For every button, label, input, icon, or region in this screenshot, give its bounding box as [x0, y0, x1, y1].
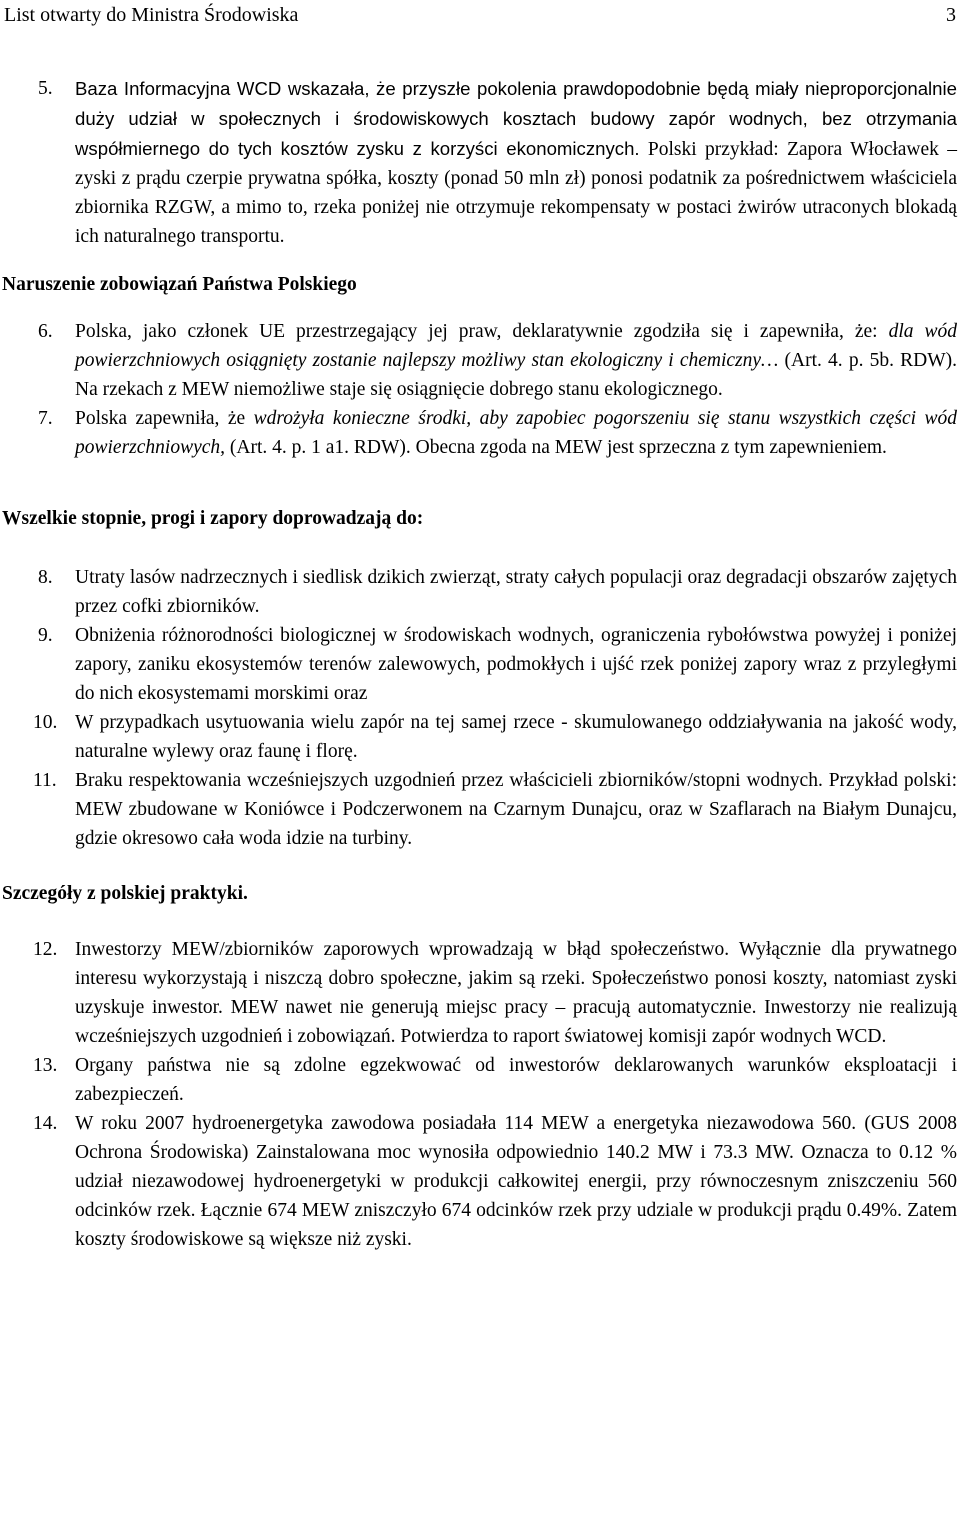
item-text: Braku respektowania wcześniejszych uzgodnień przez właścicieli zbiorników/stopni wodnych. Przykład polski: MEW zbudowane w Koniówce i Podczerwonem na Czarnym Dunajcu, oraz w Szaflarach na Białym Dunajcu, gdzie okresowo cała woda idzie na turbiny.	[75, 770, 957, 849]
list-item-9	[2, 621, 957, 708]
item-text	[75, 404, 957, 462]
item-text: Inwestorzy MEW/zbiorników zaporowych wprowadzają w błąd społeczeństwo. Wyłącznie dla prywatnego interesu wykorzystają i niszczą dobro społeczne, jakim są rzeki. Społeczeństwo ponosi koszty, natomiast zyski uzyskuje inwestor. MEW nawet nie generują miejsc pracy – pracują automatycznie. Inwestorzy nie realizują wcześniejszych uzgodnień i zobowiązań. Potwierdza to raport światowej komisji zapór wodnych WCD.	[75, 939, 957, 1047]
item-text	[75, 74, 957, 251]
item-text-sans: Baza Informacyjna WCD wskazała, że przyszłe pokolenia prawdopodobnie będą miały nieproporcjonalnie duży udział w społecznych i środowiskowych kosztach budowy zapór wodnych, bez otrzymania współmiernego do tych kosztów zysku z korzyści ekonomicznych.	[75, 78, 957, 159]
item-quote: wdrożyła konieczne środki, aby zapobiec pogorszeniu się stanu wszystkich części wód powierzchniowych,	[75, 408, 957, 458]
item-text: Obniżenia różnorodności biologicznej w środowiskach wodnych, ograniczenia rybołówstwa powyżej i poniżej zapory, zaniku ekosystemów terenów zalewowych, podmokłych i ujść rzek poniżej zapory wraz z przyległymi do nich ekosystemami morskimi oraz	[75, 625, 957, 704]
list-item-10	[2, 708, 957, 766]
list-item-8	[2, 563, 957, 621]
item-text: W przypadkach usytuowania wielu zapór na tej samej rzece - skumulowanego oddziaływania na jakość wody, naturalne wylewy oraz faunę i florę.	[75, 712, 957, 762]
list-item-13	[2, 1051, 957, 1109]
section-heading-consequences: Wszelkie stopnie, progi i zapory doprowadzają do:	[2, 508, 424, 529]
item-text	[75, 317, 957, 404]
item-number: 13.	[33, 1055, 58, 1076]
item-number: 12.	[33, 939, 58, 960]
item-text-part: (Art. 4. p. 5b. RDW). Na rzekach z MEW niemożliwe staje się osiągnięcie dobrego stanu ekologicznego.	[75, 350, 957, 400]
item-number: 7.	[38, 408, 53, 429]
item-text: Organy państwa nie są zdolne egzekwować od inwestorów deklarowanych warunków eksploatacji i zabezpieczeń.	[75, 1055, 957, 1105]
list-item-6	[2, 317, 957, 404]
document-title: List otwarty do Ministra Środowiska	[4, 4, 299, 26]
section-heading-violations: Naruszenie zobowiązań Państwa Polskiego	[2, 274, 357, 295]
page-number: 3	[946, 4, 956, 26]
item-number: 5.	[38, 78, 53, 99]
list-item-5	[2, 74, 957, 251]
item-number: 10.	[33, 712, 58, 733]
item-text: Utraty lasów nadrzecznych i siedlisk dzikich zwierząt, straty całych populacji oraz degradacji obszarów zajętych przez cofki zbiorników.	[75, 567, 957, 617]
item-text-part: Polska, jako członek UE przestrzegający jej praw, deklaratywnie zgodziła się i zapewniła, że:	[75, 321, 889, 342]
item-number: 11.	[33, 770, 57, 791]
list-item-12	[2, 935, 957, 1051]
list-item-7	[2, 404, 957, 462]
item-text-part: Polska zapewniła, że	[75, 408, 254, 429]
item-text-serif: Polski przykład: Zapora Włocławek – zyski z prądu czerpie prywatna spółka, koszty (ponad 50 mln zł) ponosi podatnik za pośrednictwem właściciela zbiornika RZGW, a mimo to, rzeka poniżej nie otrzymuje rekompensaty w postaci żwirów utraconych blokadą ich naturalnego transportu.	[75, 139, 957, 247]
item-text-part: (Art. 4. p. 1 a1. RDW). Obecna zgoda na MEW jest sprzeczna z tym zapewnieniem.	[225, 437, 887, 458]
document-body	[2, 74, 957, 1254]
item-text: W roku 2007 hydroenergetyka zawodowa posiadała 114 MEW a energetyka niezawodowa 560. (GUS 2008 Ochrona Środowiska) Zainstalowana moc wynosiła odpowiednio 140.2 MW i 73.3 MW. Oznacza to 0.12 % udział niezawodowej hydroenergetyki w produkcji całkowitej energii, przy równoczesnym zniszczeniu 560 odcinków rzek. Łącznie 674 MEW zniszczyło 674 odcinków rzek przy udziale w produkcji prądu 0.49%. Zatem koszty środowiskowe są większe niż zyski.	[75, 1113, 957, 1250]
item-quote: dla wód powierzchniowych osiągnięty zostanie najlepszy możliwy stan ekologiczny i chemiczny…	[75, 321, 957, 371]
page-header	[4, 2, 956, 28]
list-item-14	[2, 1109, 957, 1254]
list-item-11	[2, 766, 957, 853]
item-number: 9.	[38, 625, 53, 646]
section-heading-practice: Szczegóły z polskiej praktyki.	[2, 883, 248, 904]
item-number: 8.	[38, 567, 53, 588]
item-number: 14.	[33, 1113, 58, 1134]
item-number: 6.	[38, 321, 53, 342]
